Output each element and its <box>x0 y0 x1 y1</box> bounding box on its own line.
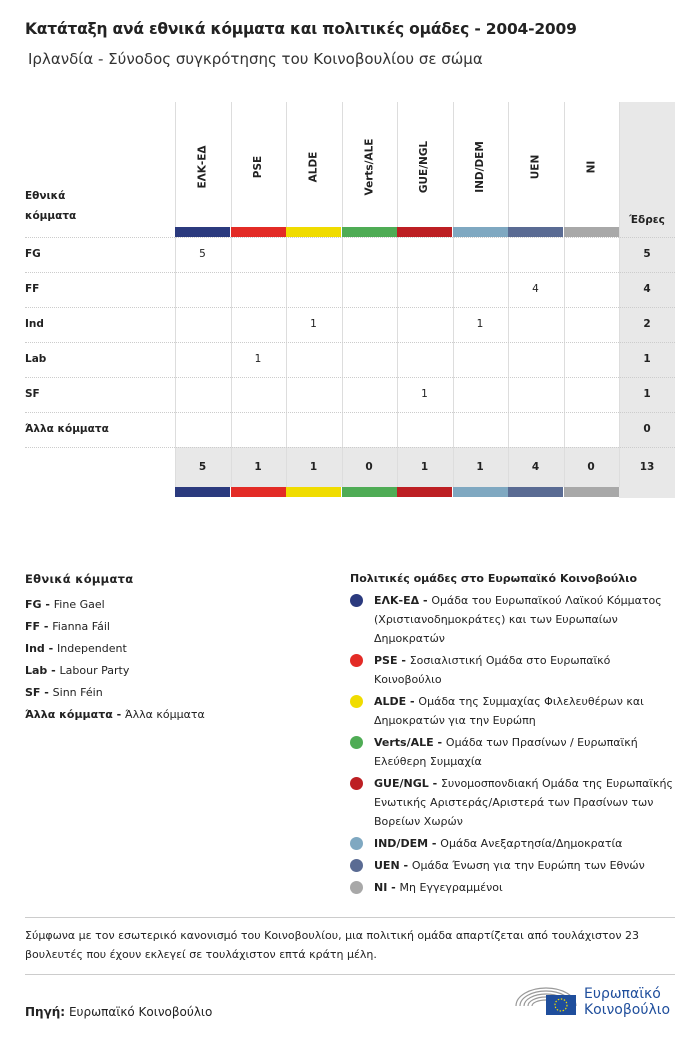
group-color-bar <box>342 227 397 237</box>
party-name: Άλλα κόμματα <box>125 708 205 721</box>
group-legend-title: Πολιτικές ομάδες στο Ευρωπαϊκό Κοινοβούλιο <box>350 572 638 585</box>
group-name: Ομάδα της Συμμαχίας Φιλελευθέρων και Δημοκρατών για την Ευρώπη <box>374 695 644 727</box>
group-abbr: PSE <box>374 654 398 667</box>
group-color-bar <box>175 227 230 237</box>
party-legend-item: FF - Fianna Fáil <box>25 620 110 633</box>
group-abbr: NI <box>374 881 388 894</box>
party-legend-item: FG - Fine Gael <box>25 598 105 611</box>
ep-logo-text: Ευρωπαϊκό Κοινοβούλιο <box>584 986 671 1018</box>
group-color-dot-icon <box>350 859 363 872</box>
party-abbr: Άλλα κόμματα <box>25 708 113 721</box>
row-divider <box>25 377 675 378</box>
group-color-dot-icon <box>350 777 363 790</box>
seat-count: 1 <box>421 388 428 400</box>
row-total: 0 <box>643 423 651 435</box>
group-color-dot-icon <box>350 881 363 894</box>
group-legend <box>350 572 680 900</box>
party-abbr: FF <box>25 620 41 633</box>
group-legend-item: NI - Μη Εγγεγραμμένοι <box>350 878 680 897</box>
column-header-uen <box>508 112 563 222</box>
seats-table <box>25 102 675 498</box>
source <box>25 1005 212 1019</box>
party-legend-item: SF - Sinn Féin <box>25 686 103 699</box>
group-name: Ομάδα του Ευρωπαϊκού Λαϊκού Κόμματος (Χριστιανοδημοκράτες) και των Ευρωπαίων Δημοκρατών <box>374 594 662 645</box>
group-name: PSE <box>252 155 264 179</box>
group-name: NI <box>584 160 597 174</box>
party-legend-item: Ind - Independent <box>25 642 127 655</box>
group-abbr: ΕΛΚ-ΕΔ <box>374 594 420 607</box>
group-legend-item: PSE - Σοσιαλιστική Ομάδα στο Ευρωπαϊκό Κοινοβούλιο <box>350 651 680 689</box>
group-name: ALDE <box>307 151 320 183</box>
row-divider <box>25 237 675 238</box>
party-name: Independent <box>57 642 127 655</box>
column-header-pse <box>231 112 286 222</box>
seat-count: 1 <box>476 318 484 330</box>
column-header-ni <box>564 112 619 222</box>
group-legend-item: GUE/NGL - Συνομοσπονδιακή Ομάδα της Ευρωπαϊκής Ενωτικής Αριστεράς/Αριστερά των Πρασίνων των Βορείων Χωρών <box>350 774 680 831</box>
column-total: 0 <box>587 461 595 473</box>
group-legend-item: ΕΛΚ-ΕΔ - Ομάδα του Ευρωπαϊκού Λαϊκού Κόμματος (Χριστιανοδημοκράτες) και των Ευρωπαίων Δημοκρατών <box>350 591 680 648</box>
party-name: Fine Gael <box>53 598 105 611</box>
group-color-bar <box>564 227 619 237</box>
group-abbr: ALDE <box>374 695 407 708</box>
group-legend-item: ALDE - Ομάδα της Συμμαχίας Φιλελευθέρων και Δημοκρατών για την Ευρώπη <box>350 692 680 730</box>
row-header: Εθνικά κόμματα <box>25 190 77 222</box>
row-divider <box>25 272 675 273</box>
group-name: Σοσιαλιστική Ομάδα στο Ευρωπαϊκό Κοινοβούλιο <box>374 654 611 686</box>
party-legend-item: Άλλα κόμματα - Άλλα κόμματα <box>25 708 205 721</box>
column-header-inddem <box>453 112 508 222</box>
group-name: Ομάδα Ανεξαρτησία/Δημοκρατία <box>440 837 623 850</box>
source-label: Πηγή: <box>25 1005 66 1019</box>
group-name: UEN <box>529 154 542 180</box>
footnote: Σύμφωνα με τον εσωτερικό κανονισμό του Κοινοβουλίου, μια πολιτική ομάδα απαρτίζεται από τουλάχιστον 23 βουλευτές που έχουν εκλεγεί σε τουλάχιστον επτά κράτη μέλη. <box>25 917 675 975</box>
group-color-bar-bottom <box>508 487 563 497</box>
seat-count: 5 <box>199 248 206 260</box>
column-total: 0 <box>365 461 373 473</box>
source-text: Ευρωπαϊκό Κοινοβούλιο <box>68 1005 213 1019</box>
row-total: 1 <box>643 353 651 365</box>
row-total: 2 <box>643 318 651 330</box>
party-legend-title: Εθνικά κόμματα <box>25 572 134 586</box>
party-abbr: SF <box>25 686 41 699</box>
grand-total: 13 <box>639 461 655 473</box>
page-subtitle: Ιρλανδία - Σύνοδος συγκρότησης του Κοινοβουλίου σε σώμα <box>28 50 483 68</box>
party-legend <box>25 572 205 726</box>
row-divider <box>25 342 675 343</box>
group-name: Συνομοσπονδιακή Ομάδα της Ευρωπαϊκής Ενωτικής Αριστεράς/Αριστερά των Πρασίνων των Βορείων Χωρών <box>374 777 673 828</box>
party-name: Sinn Féin <box>52 686 103 699</box>
party-name: Fianna Fáil <box>52 620 110 633</box>
group-color-bar-bottom <box>397 487 452 497</box>
group-name: Μη Εγγεγραμμένοι <box>399 881 503 894</box>
party-abbr: Ind <box>25 642 45 655</box>
totals-column-bg <box>619 102 675 498</box>
party-abbr: FG <box>25 598 42 611</box>
column-total: 4 <box>531 461 540 473</box>
group-color-bar <box>453 227 508 237</box>
group-color-dot-icon <box>350 594 363 607</box>
row-divider <box>25 307 675 308</box>
group-color-bar-bottom <box>175 487 230 497</box>
row-divider <box>25 412 675 413</box>
row-divider <box>25 447 675 448</box>
group-name: Verts/ALE <box>363 138 376 196</box>
seat-count: 1 <box>254 353 262 365</box>
column-header-alde <box>286 112 341 222</box>
column-total: 1 <box>420 461 429 473</box>
group-color-dot-icon <box>350 695 363 708</box>
group-color-dot-icon <box>350 654 363 667</box>
column-total: 1 <box>254 461 262 473</box>
group-abbr: UEN <box>374 859 400 872</box>
party-legend-item: Lab - Labour Party <box>25 664 130 677</box>
column-header-guengl <box>397 112 452 222</box>
group-legend-item: UEN - Ομάδα Ένωση για την Ευρώπη των Εθνών <box>350 856 680 875</box>
row-total: 4 <box>643 283 651 295</box>
group-color-bar-bottom <box>564 487 619 497</box>
group-color-bar-bottom <box>286 487 341 497</box>
group-name: GUE/NGL <box>418 140 431 194</box>
group-color-bar <box>286 227 341 237</box>
column-header-vertsale <box>342 112 397 222</box>
seat-count: 4 <box>532 283 539 295</box>
row-party-label: FG <box>25 248 41 260</box>
group-abbr: Verts/ALE <box>374 736 434 749</box>
row-party-label: Ind <box>25 318 44 330</box>
group-name: IND/DEM <box>474 141 486 193</box>
group-name: Ομάδα Ένωση για την Ευρώπη των Εθνών <box>411 859 645 872</box>
column-header- <box>175 112 230 222</box>
group-color-bar-bottom <box>342 487 397 497</box>
column-total: 5 <box>198 461 207 473</box>
group-legend-item: Verts/ALE - Ομάδα των Πρασίνων / Ευρωπαϊκή Ελεύθερη Συμμαχία <box>350 733 680 771</box>
group-color-dot-icon <box>350 736 363 749</box>
group-abbr: GUE/NGL <box>374 777 429 790</box>
group-name: Ομάδα των Πρασίνων / Ευρωπαϊκή Ελεύθερη Συμμαχία <box>374 736 638 768</box>
group-color-bar-bottom <box>453 487 508 497</box>
group-legend-item: IND/DEM - Ομάδα Ανεξαρτησία/Δημοκρατία <box>350 834 680 853</box>
party-name: Labour Party <box>59 664 130 677</box>
page-title: Κατάταξη ανά εθνικά κόμματα και πολιτικές ομάδες - 2004-2009 <box>25 20 577 38</box>
row-party-label: Άλλα κόμματα <box>25 423 109 435</box>
column-total: 1 <box>309 461 318 473</box>
row-party-label: FF <box>25 283 40 295</box>
group-color-dot-icon <box>350 837 363 850</box>
seat-count: 1 <box>310 318 317 330</box>
row-party-label: Lab <box>25 353 47 365</box>
group-abbr: IND/DEM <box>374 837 429 850</box>
group-color-bar-bottom <box>231 487 286 497</box>
group-color-bar <box>397 227 452 237</box>
row-total: 1 <box>643 388 651 400</box>
row-party-label: SF <box>25 388 40 400</box>
group-color-bar <box>508 227 563 237</box>
group-color-bar <box>231 227 286 237</box>
row-total: 5 <box>643 248 651 260</box>
party-abbr: Lab <box>25 664 48 677</box>
group-name: ΕΛΚ-ΕΔ <box>196 145 209 189</box>
column-total: 1 <box>476 461 484 473</box>
seats-header: Έδρες <box>629 214 665 226</box>
